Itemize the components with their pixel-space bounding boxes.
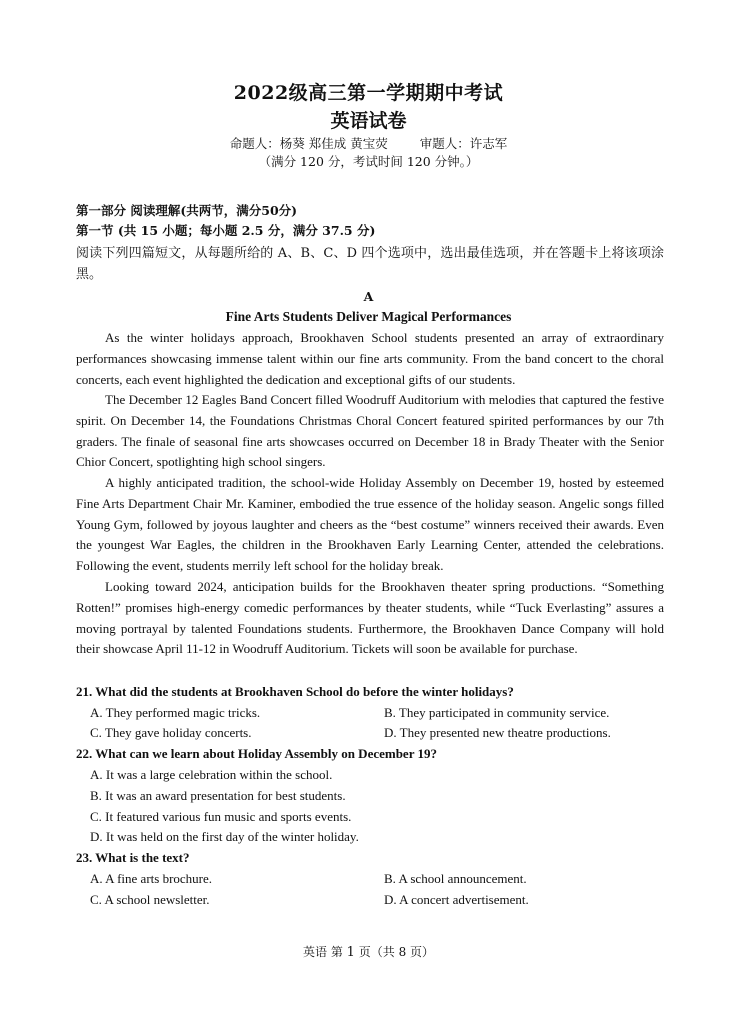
option-text: A. They performed magic tricks. <box>90 705 261 720</box>
footer-page-prefix: 第 <box>330 945 343 959</box>
option-text: D. They presented new theatre productions. <box>384 725 611 740</box>
instructions: 阅读下列四篇短文，从每题所给的 A、B、C、D 四个选项中，选出最佳选项，并在答题卡上将该项涂黑。 <box>76 246 664 282</box>
footer-page-suffix: 页（共 8 页） <box>358 945 435 959</box>
option-text: C. It featured various fun music and sports events. <box>90 809 352 824</box>
exam-title: 2022级高三第一学期期中考试 <box>233 82 504 104</box>
option-text: D. A concert advertisement. <box>384 892 529 907</box>
reviewer: 审题人：许志军 <box>419 136 508 151</box>
option-text: C. A school newsletter. <box>90 892 210 907</box>
question-stem: 22. What can we learn about Holiday Assembly on December 19? <box>76 746 437 761</box>
page-footer <box>0 943 737 960</box>
option-text: B. A school announcement. <box>384 871 527 886</box>
footer-subject: 英语 <box>302 945 327 959</box>
option-text: C. They gave holiday concerts. <box>90 725 252 740</box>
option-text: A. A fine arts brochure. <box>90 871 213 886</box>
authors: 命题人：杨葵 郑佳成 黄宝荧 <box>229 136 388 151</box>
passage-paragraph: The December 12 Eagles Band Concert filled Woodruff Auditorium with melodies that captured the festive spirit. On December 14, the Foundations Christmas Choral Concert featured spirited performances by our 7th graders. The finale of seasonal fine arts showcases occurred on December 18 in Brady Theater with the Senior Chior Concert, spotlighting high school singers. <box>76 392 664 470</box>
passage-paragraph: Looking toward 2024, anticipation builds for the Brookhaven theater spring productions. “Something Rotten!” promises high-energy comedic performances by theater students, while “Tuck Everlasting” assures a moving portrayal by talented Foundations students. Furthermore, the Brookhaven Dance Company will hold their showcase April 11-12 in Woodruff Auditorium. Tickets will soon be available for purchase. <box>76 579 664 657</box>
part-one-heading: 第一部分 阅读理解(共两节，满分50分) <box>76 203 298 218</box>
option-text: B. It was an award presentation for best students. <box>90 788 346 803</box>
question-stem: 21. What did the students at Brookhaven School do before the winter holidays? <box>76 684 514 699</box>
subject-title: 英语试卷 <box>330 110 407 132</box>
author-line <box>0 134 737 152</box>
passage-label: A <box>363 289 374 304</box>
footer-page-number: 1 <box>346 945 355 960</box>
option-text: B. They participated in community service. <box>384 705 610 720</box>
score-info: （满分 120 分，考试时间 120 分钟。） <box>258 154 479 169</box>
question-stem: 23. What is the text? <box>76 850 190 865</box>
section-one-heading: 第一节 (共 15 小题；每小题 2.5 分，满分 37.5 分) <box>76 223 376 238</box>
option-text: A. It was a large celebration within the school. <box>90 767 333 782</box>
passage-paragraph: As the winter holidays approach, Brookhaven School students presented an array of extraordinary performances showcasing immense talent within our fine arts community. From the band concert to the choral concerts, each event highlighted the dedication and exceptional gifts of our students. <box>76 330 664 387</box>
passage-title: Fine Arts Students Deliver Magical Performances <box>225 309 512 324</box>
passage-paragraph: A highly anticipated tradition, the school-wide Holiday Assembly on December 19, hosted by esteemed Fine Arts Department Chair Mr. Kaminer, embodied the true essence of the holiday season. Angelic songs filled Young Gym, followed by joyous laughter and cheers as the “best costume” winners received their awards. Even the youngest War Eagles, the children in the Brookhaven Early Learning Center, attended the celebrations. Following the event, students merrily left school for the holiday break. <box>76 475 664 574</box>
option-text: D. It was held on the first day of the winter holiday. <box>90 829 359 844</box>
